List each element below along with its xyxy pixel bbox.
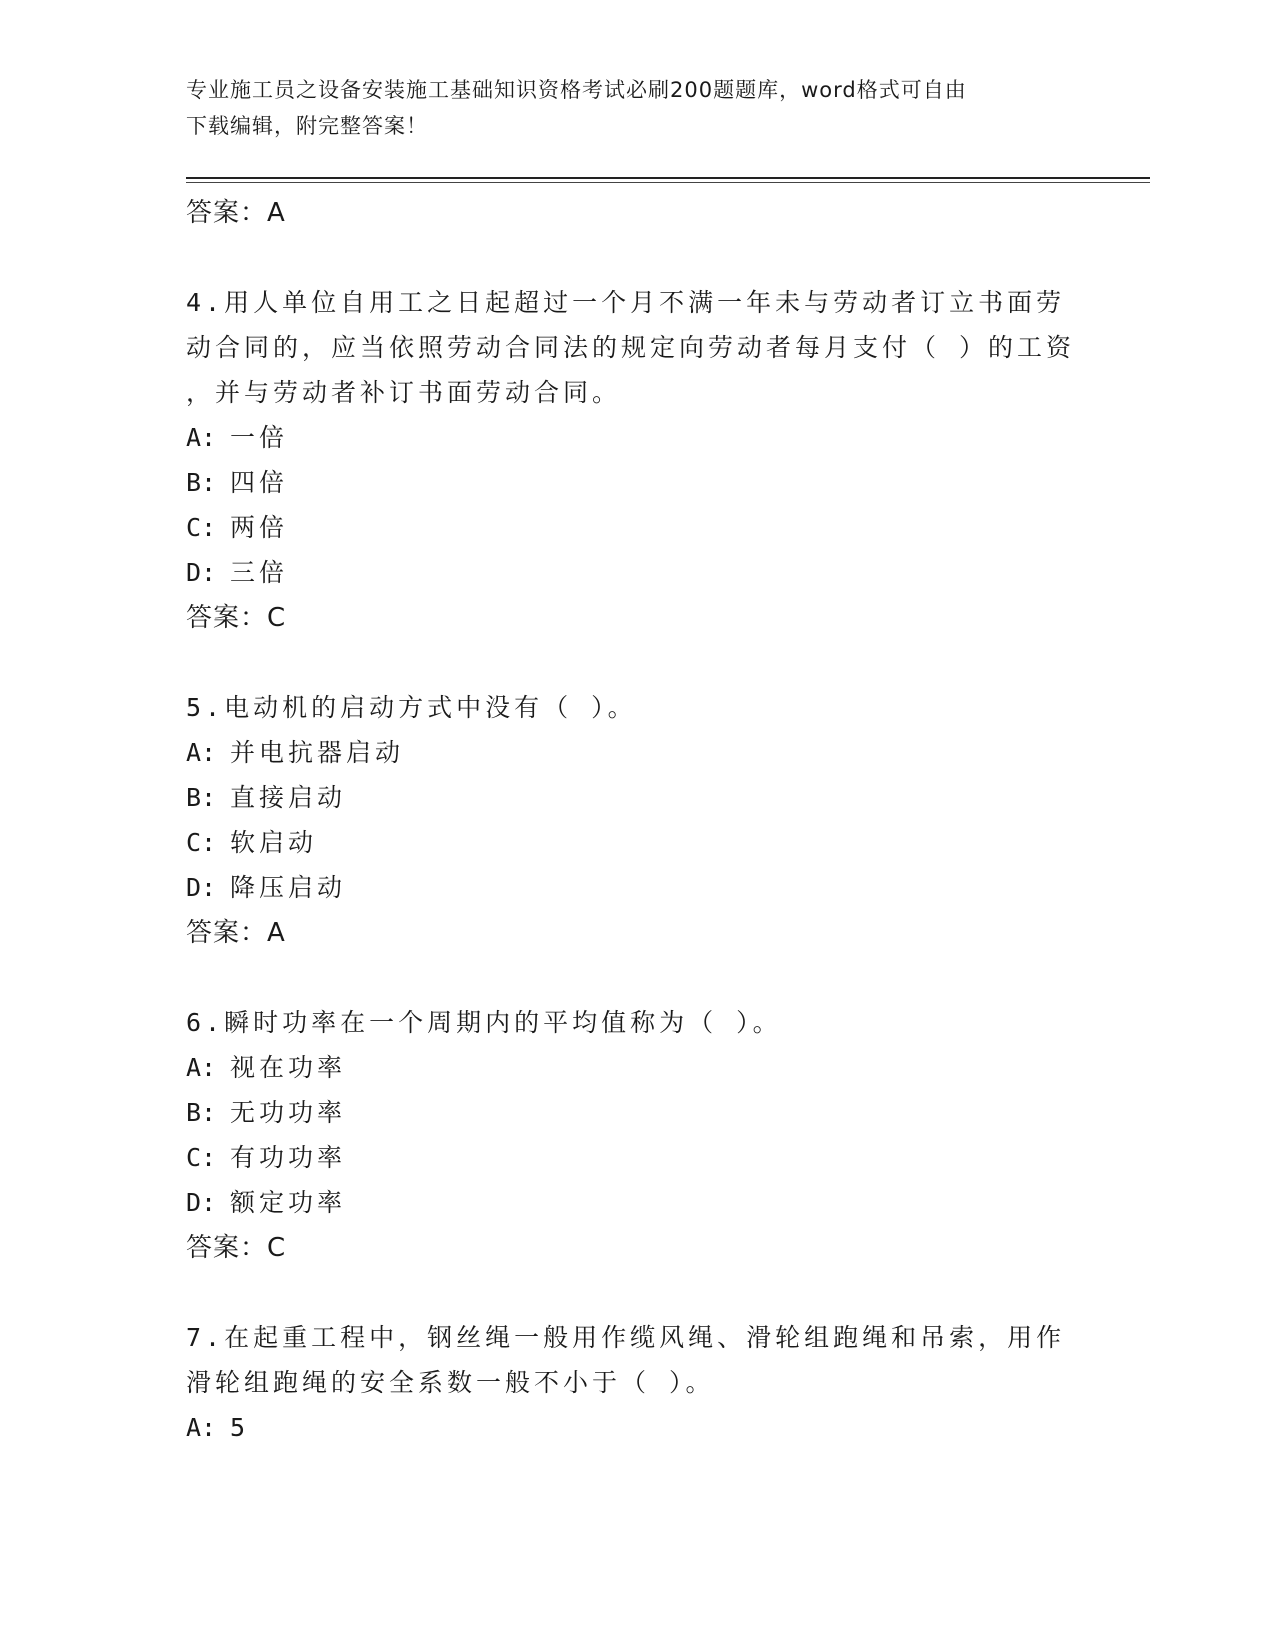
header-rule-thick: [186, 177, 1150, 179]
option-text: 三倍: [230, 558, 289, 587]
option-key: C:: [186, 513, 217, 542]
option-d: [186, 550, 1086, 595]
option-text: 并电抗器启动: [230, 738, 405, 767]
answer: 答案：C: [186, 1233, 287, 1263]
option-d: [186, 865, 1086, 910]
header-line-2: 下载编辑，附完整答案！: [186, 114, 428, 138]
page-header: [186, 72, 1066, 144]
option-key: B:: [186, 783, 217, 812]
option-b: [186, 460, 1086, 505]
question-5: [186, 685, 1086, 956]
question-text-line: 4.用人单位自用工之日起超过一个月不满一年未与劳动者订立书面劳: [186, 288, 1066, 317]
option-b: [186, 1090, 1086, 1135]
option-a: [186, 730, 1086, 775]
option-c: [186, 1135, 1086, 1180]
question-text-line: 5.电动机的启动方式中没有（ ）。: [186, 693, 637, 722]
option-text: 两倍: [230, 513, 289, 542]
question-6: [186, 1000, 1086, 1271]
option-text: 无功功率: [230, 1098, 347, 1127]
option-key: D:: [186, 558, 217, 587]
option-key: A:: [186, 738, 217, 767]
question-7: [186, 1315, 1086, 1450]
option-key: C:: [186, 828, 217, 857]
option-text: 5: [230, 1413, 250, 1442]
option-text: 视在功率: [230, 1053, 347, 1082]
answer: 答案：A: [186, 918, 286, 948]
option-text: 一倍: [230, 423, 289, 452]
option-text: 软启动: [230, 828, 318, 857]
option-key: A:: [186, 1413, 217, 1442]
option-a: [186, 1405, 1086, 1450]
option-key: D:: [186, 873, 217, 902]
option-key: B:: [186, 468, 217, 497]
option-a: [186, 415, 1086, 460]
header-rule-thin: [186, 182, 1150, 183]
option-key: C:: [186, 1143, 217, 1172]
question-text-line: 6.瞬时功率在一个周期内的平均值称为（ ）。: [186, 1008, 782, 1037]
option-text: 有功功率: [230, 1143, 347, 1172]
option-b: [186, 775, 1086, 820]
option-d: [186, 1180, 1086, 1225]
option-text: 额定功率: [230, 1188, 347, 1217]
option-text: 直接启动: [230, 783, 347, 812]
question-list: [186, 190, 1086, 1450]
option-c: [186, 820, 1086, 865]
option-key: B:: [186, 1098, 217, 1127]
option-c: [186, 505, 1086, 550]
question-text-line: 7.在起重工程中，钢丝绳一般用作缆风绳、滑轮组跑绳和吊索，用作: [186, 1323, 1066, 1352]
answer-previous: 答案：A: [186, 198, 286, 228]
header-line-1: 专业施工员之设备安装施工基础知识资格考试必刷200题题库，word格式可自由: [186, 78, 967, 102]
option-key: A:: [186, 423, 217, 452]
option-key: A:: [186, 1053, 217, 1082]
question-text-line: 动合同的，应当依照劳动合同法的规定向劳动者每月支付（ ）的工资: [186, 333, 1076, 362]
question-4: [186, 280, 1086, 641]
option-key: D:: [186, 1188, 217, 1217]
option-a: [186, 1045, 1086, 1090]
question-text-line: 滑轮组跑绳的安全系数一般不小于（ ）。: [186, 1368, 715, 1397]
question-text-line: ，并与劳动者补订书面劳动合同。: [186, 378, 622, 407]
option-text: 四倍: [230, 468, 289, 497]
answer: 答案：C: [186, 603, 287, 633]
option-text: 降压启动: [230, 873, 347, 902]
